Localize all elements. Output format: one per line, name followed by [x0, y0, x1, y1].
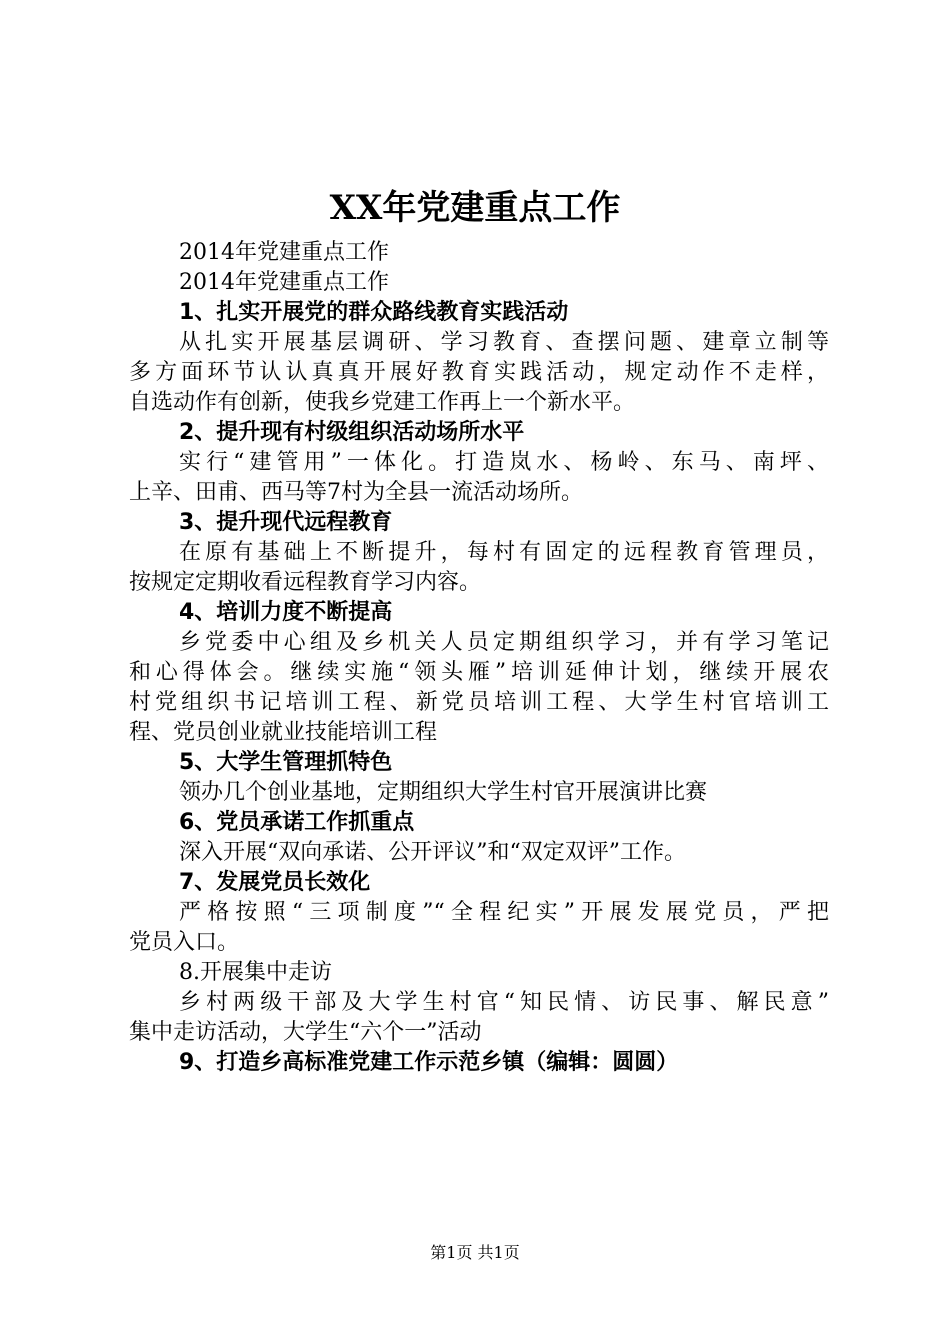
document-body — [129, 238, 829, 1078]
section-heading: 8.开展集中走访 — [179, 960, 332, 985]
paragraph-line: 村党组织书记培训工程、新党员培训工程、大学生村官培训工 — [129, 690, 829, 715]
section-heading: 9、打造乡高标准党建工作示范乡镇（编辑：圆圆） — [179, 1050, 679, 1075]
section-heading: 3、提升现代远程教育 — [179, 510, 393, 535]
paragraph-line: 严格按照“三项制度”“全程纪实”开展发展党员，严把 — [179, 900, 829, 925]
paragraph-line: 乡村两级干部及大学生村官“知民情、访民事、解民意” — [179, 990, 829, 1015]
paragraph-line: 党员入口。 — [129, 930, 240, 955]
document-title: XX年党建重点工作 — [329, 188, 621, 228]
subtitle-line: 2014年党建重点工作 — [179, 270, 389, 295]
paragraph-line: 上辛、田甫、西马等7村为全县一流活动场所。 — [129, 480, 583, 505]
paragraph-line: 集中走访活动，大学生“六个一”活动 — [129, 1020, 482, 1045]
section-heading: 2、提升现有村级组织活动场所水平 — [179, 420, 525, 445]
section-heading: 1、扎实开展党的群众路线教育实践活动 — [179, 300, 569, 325]
page-footer: 第1页 共1页 — [430, 1243, 520, 1262]
paragraph-line: 多方面环节认认真真开展好教育实践活动，规定动作不走样， — [129, 360, 829, 385]
paragraph-line: 程、党员创业就业技能培训工程 — [129, 720, 438, 745]
paragraph-line: 深入开展“双向承诺、公开评议”和“双定双评”工作。 — [179, 840, 686, 865]
paragraph-line: 乡党委中心组及乡机关人员定期组织学习，并有学习笔记 — [179, 630, 829, 655]
paragraph-line: 按规定定期收看远程教育学习内容。 — [129, 570, 482, 595]
section-heading: 7、发展党员长效化 — [179, 870, 371, 895]
paragraph-line: 从扎实开展基层调研、学习教育、查摆问题、建章立制等 — [179, 330, 829, 355]
section-heading: 4、培训力度不断提高 — [179, 600, 393, 625]
paragraph-line: 领办几个创业基地，定期组织大学生村官开展演讲比赛 — [179, 780, 708, 805]
paragraph-line: 自选动作有创新，使我乡党建工作再上一个新水平。 — [129, 390, 636, 415]
paragraph-line: 实行“建管用”一体化。打造岚水、杨岭、东马、南坪、 — [179, 450, 829, 475]
subtitle-line: 2014年党建重点工作 — [179, 240, 389, 265]
paragraph-line: 和心得体会。继续实施“领头雁”培训延伸计划，继续开展农 — [129, 660, 829, 685]
section-heading: 6、党员承诺工作抓重点 — [179, 810, 415, 835]
section-heading: 5、大学生管理抓特色 — [179, 750, 393, 775]
paragraph-line: 在原有基础上不断提升，每村有固定的远程教育管理员， — [179, 540, 829, 565]
